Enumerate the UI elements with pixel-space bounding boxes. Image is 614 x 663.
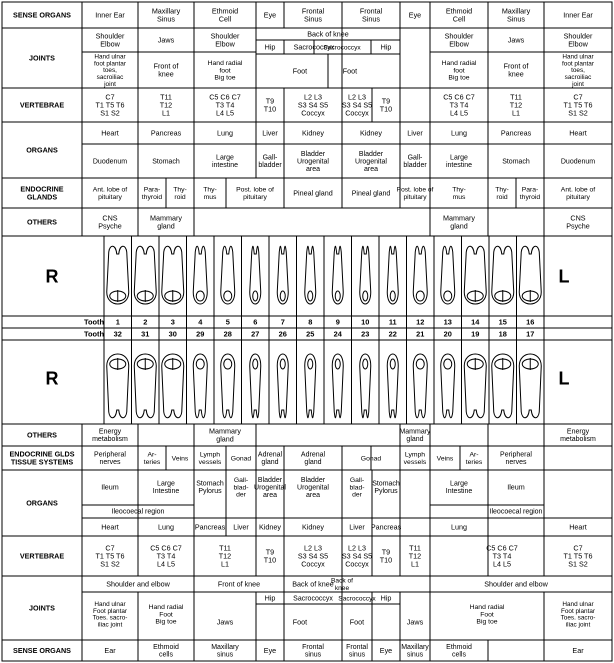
cell-label: Frontal Sinus — [301, 6, 325, 24]
cell-label: Ear — [104, 646, 116, 656]
cell-label: Kidney — [259, 522, 281, 532]
cell-label: Heart — [569, 522, 587, 532]
tooth-number: 7 — [280, 317, 285, 327]
upper-tooth-drawing — [387, 246, 398, 304]
cell-label: Back of knee — [292, 579, 334, 589]
upper-tooth-drawing — [305, 246, 316, 304]
upper-tooth-drawing — [441, 246, 455, 304]
cell-label: Post. lobe of pituitary — [396, 186, 434, 201]
cell-label: Peripheral nerves — [94, 451, 126, 467]
cell-label: Thy-mus — [452, 186, 466, 202]
cell-label: Pancreas — [370, 522, 402, 532]
cell-label: Ar-teries — [143, 451, 161, 467]
cell-label: Lung — [158, 522, 174, 532]
tooth-number: 19 — [471, 329, 480, 339]
cell-label: Gonad — [360, 455, 382, 463]
cell-label: Hand radial Foot Big toe — [469, 604, 505, 626]
cell-label: T11 T12 L1 — [218, 543, 232, 569]
tooth-row-label: Tooth — [84, 329, 104, 339]
tooth-number: 15 — [498, 317, 507, 327]
lower-tooth-drawing — [332, 354, 343, 418]
tooth-number: 18 — [498, 329, 507, 339]
side-label-right: R — [45, 368, 59, 389]
cell-label: Stomach — [502, 158, 530, 166]
cell-label: Ant. lobe of pituitary — [92, 186, 128, 202]
cell-label: Thy-roid — [173, 186, 187, 202]
cell-label: Adrenal gland — [257, 451, 283, 467]
cell-label: Heart — [569, 128, 587, 138]
cell-label: Sacrococcyx — [293, 595, 333, 603]
row-title: VERTEBRAE — [19, 551, 65, 561]
lower-tooth-drawing — [107, 354, 129, 418]
cell-label: Frontal sinus — [302, 644, 324, 659]
cell-label: Sacrococcyx — [293, 42, 335, 52]
cell-label: Para-thyroid — [141, 186, 163, 202]
cell-label: Pancreas — [500, 128, 532, 138]
tooth-number: 2 — [143, 317, 148, 327]
cell-label: Mammary gland — [399, 428, 431, 444]
side-label-left: L — [558, 266, 570, 287]
tooth-number: 10 — [361, 317, 370, 327]
cell-label: Sacrococcyx — [338, 595, 376, 603]
cell-label: Large intestine — [445, 154, 473, 170]
tooth-number: 3 — [170, 317, 175, 327]
cell-label: Hand ulnar Foot plantar Toes. sacro-iliac joint — [560, 600, 596, 629]
chart-labels — [9, 7, 596, 659]
cell-label: Bladder Urogenital area — [297, 150, 329, 174]
tooth-number: 4 — [198, 317, 203, 327]
tooth-number: 20 — [443, 329, 452, 339]
cell-label: Ethmoid Cell — [445, 6, 473, 24]
upper-tooth-drawing — [193, 246, 207, 304]
lower-tooth-drawing — [360, 354, 371, 418]
tooth-number: 13 — [443, 317, 452, 327]
cell-label: Hand ulnar foot plantar toes, sacroiliac joint — [94, 53, 126, 89]
cell-label: Hip — [380, 593, 392, 603]
lower-tooth-drawing — [193, 354, 207, 418]
cell-label: Thy-mus — [203, 186, 217, 202]
cell-label: C7 T1 T5 T6 S1 S2 — [563, 543, 593, 569]
lower-tooth-drawing — [492, 354, 514, 418]
cell-label: Ar-teries — [465, 451, 483, 467]
lower-tooth-drawing — [162, 354, 184, 418]
cell-label: Shoulder and elbow — [484, 579, 548, 589]
tooth-number: 1 — [115, 317, 120, 327]
cell-label: Pancreas — [150, 128, 182, 138]
cell-label: Pancreas — [194, 522, 226, 532]
tooth-number: 8 — [308, 317, 313, 327]
cell-label: Hand radial foot Big toe — [207, 60, 243, 82]
cell-label: Peripheral nerves — [500, 451, 532, 467]
cell-label: Foot — [349, 617, 365, 627]
tooth-number: 14 — [471, 317, 480, 327]
cell-label: Duodenum — [560, 158, 596, 166]
cell-label: Maxillary sinus — [211, 644, 239, 659]
cell-label: C5 C6 C7 T3 T4 L4 L5 — [443, 92, 475, 118]
upper-tooth-drawing — [492, 246, 514, 304]
tooth-number: 6 — [253, 317, 258, 327]
row-title: JOINTS — [29, 603, 55, 613]
cell-label: Lung — [451, 522, 467, 532]
cell-label: Frontal sinus — [346, 644, 368, 659]
cell-label: Gall-bladder — [403, 154, 427, 170]
tooth-number: 21 — [416, 329, 425, 339]
cell-label: Large Intestine — [152, 480, 180, 496]
cell-label: Eye — [263, 10, 277, 20]
lower-tooth-drawing — [413, 354, 427, 418]
cell-label: T9 T10 — [379, 547, 393, 565]
cell-label: Energy metabolism — [92, 428, 128, 444]
cell-label: Maxillary sinus — [401, 644, 429, 659]
cell-label: Shoulder Elbow — [563, 31, 593, 49]
tooth-number: 5 — [225, 317, 230, 327]
tooth-number: 16 — [526, 317, 535, 327]
upper-tooth-drawing — [134, 246, 156, 304]
cell-label: Foot — [342, 66, 358, 76]
cell-label: Ethmoid Cell — [211, 6, 239, 24]
row-title: SENSE ORGANS — [13, 646, 71, 656]
tooth-number: 27 — [251, 329, 260, 339]
cell-label: Front of knee — [217, 579, 261, 589]
cell-label: Hand ulnar foot plantar toes, sacroiliac joint — [562, 53, 594, 89]
cell-label: Liver — [349, 522, 365, 532]
upper-tooth-drawing — [277, 246, 288, 304]
cell-label: Eye — [263, 646, 277, 656]
cell-label: Jaws — [507, 35, 525, 45]
tooth-number: 23 — [361, 329, 370, 339]
cell-label: Back of knee — [307, 29, 349, 39]
cell-label: Liver — [407, 128, 423, 138]
cell-label: Jaws — [216, 617, 234, 627]
tooth-number: 11 — [388, 317, 397, 327]
row-title: VERTEBRAE — [19, 100, 65, 110]
cell-label: Shoulder Elbow — [444, 31, 474, 49]
lower-tooth-drawing — [441, 354, 455, 418]
row-title: OTHERS — [27, 217, 57, 227]
cell-label: T11 T12 L1 — [408, 543, 422, 569]
upper-tooth-drawing — [250, 246, 261, 304]
cell-label: Mammary gland — [443, 213, 475, 231]
cell-label: Front of knee — [503, 61, 529, 79]
cell-label: Stomach Pylorus — [372, 480, 400, 496]
cell-label: L2 L3 S3 S4 S5 Coccyx — [297, 543, 329, 569]
lower-tooth-drawing — [221, 354, 235, 418]
cell-label: Bladder Urogenital area — [355, 150, 387, 174]
cell-label: Lymph vessels — [198, 451, 222, 467]
cell-label: Ethmoid cells — [446, 644, 472, 659]
upper-tooth-drawing — [360, 246, 371, 304]
tooth-number: 28 — [223, 329, 232, 339]
cell-label: Hip — [264, 593, 276, 603]
lower-tooth-drawing — [519, 354, 541, 418]
tooth-number: 30 — [168, 329, 177, 339]
cell-label: Ileocoecal region — [111, 508, 165, 516]
cell-label: Gall-bladder — [258, 154, 282, 170]
cell-label: Lung — [451, 128, 467, 138]
tooth-number: 24 — [333, 329, 342, 339]
row-title: SENSE ORGANS — [13, 10, 71, 20]
cell-label: Gall-blad-der — [349, 477, 365, 499]
upper-tooth-drawing — [413, 246, 427, 304]
cell-label: Shoulder and elbow — [106, 579, 170, 589]
tooth-number: 26 — [278, 329, 287, 339]
cell-label: Ileum — [507, 482, 525, 492]
row-title: ORGANS — [26, 145, 58, 155]
cell-label: Maxillary Sinus — [501, 6, 531, 24]
cell-label: Jaws — [157, 35, 175, 45]
cell-label: CNS Psyche — [566, 213, 590, 231]
cell-label: Veins — [436, 455, 454, 463]
row-title: OTHERS — [27, 430, 57, 440]
cell-label: C5 C6 C7 T3 T4 L4 L5 — [150, 543, 182, 569]
tooth-number: 32 — [113, 329, 122, 339]
cell-label: T9 T10 — [263, 96, 277, 114]
cell-label: L2 L3 S3 S4 S5 Coccyx — [341, 92, 373, 118]
cell-label: Energy metabolism — [560, 428, 596, 444]
cell-label: CNS Psyche — [98, 213, 122, 231]
cell-label: Bladder Urogenital area — [297, 476, 329, 500]
cell-label: Ethmoid cells — [153, 644, 179, 659]
cell-label: Kidney — [360, 128, 382, 138]
row-title: ENDOCRINE GLANDS — [20, 184, 64, 202]
lower-tooth-drawing — [387, 354, 398, 418]
cell-label: Mammary gland — [150, 213, 182, 231]
cell-label: C7 T1 T5 T6 S1 S2 — [95, 543, 125, 569]
cell-label: Post. lobe of pituitary — [236, 186, 274, 202]
lower-tooth-drawing — [305, 354, 316, 418]
cell-label: Back of knee — [331, 577, 353, 592]
tooth-row-label: Tooth — [84, 317, 104, 327]
cell-label: Thy-roid — [495, 186, 509, 202]
lower-tooth-drawing — [277, 354, 288, 418]
side-label-left: L — [558, 368, 570, 389]
cell-label: L2 L3 S3 S4 S5 Coccyx — [297, 92, 329, 118]
cell-label: Foot — [292, 66, 308, 76]
cell-label: Shoulder Elbow — [95, 31, 125, 49]
cell-label: C5 C6 C7 T3 T4 L4 L5 — [209, 92, 241, 118]
cell-label: Stomach Pylorus — [196, 480, 224, 496]
cell-label: T9 T10 — [263, 547, 277, 565]
cell-label: Hand radial foot Big toe — [441, 60, 477, 82]
cell-label: Inner Ear — [95, 10, 125, 20]
cell-label: Jaws — [406, 617, 424, 627]
cell-label: Adrenal gland — [300, 451, 326, 467]
lower-tooth-drawing — [250, 354, 261, 418]
upper-tooth-drawing — [519, 246, 541, 304]
cell-label: Gall-blad-der — [233, 477, 249, 499]
cell-label: Mammary gland — [209, 426, 241, 444]
cell-label: Front of knee — [153, 61, 179, 79]
cell-label: Para-thyroid — [519, 186, 541, 202]
cell-label: Hip — [380, 42, 392, 52]
cell-label: Kidney — [302, 522, 324, 532]
tooth-number: 12 — [416, 317, 425, 327]
cell-label: T11 T12 L1 — [159, 92, 173, 118]
cell-label: Bladder Urogenital area — [254, 476, 286, 500]
upper-tooth-drawing — [221, 246, 235, 304]
tooth-number: 22 — [388, 329, 397, 339]
cell-label: T11 T12 L1 — [509, 92, 523, 118]
cell-label: Lung — [217, 128, 233, 138]
lower-tooth-drawing — [134, 354, 156, 418]
cell-label: Shoulder Elbow — [210, 31, 240, 49]
upper-tooth-drawing — [332, 246, 343, 304]
cell-label: Hip — [264, 42, 276, 52]
cell-label: Kidney — [302, 128, 324, 138]
row-title: JOINTS — [29, 53, 55, 63]
upper-tooth-drawing — [107, 246, 129, 304]
cell-label: C7 T1 T5 T6 S1 S2 — [563, 92, 593, 118]
cell-label: L2 L3 S3 S4 S5 Coccyx — [341, 543, 373, 569]
cell-label: Eye — [408, 10, 422, 20]
upper-tooth-drawing — [464, 246, 486, 304]
cell-label: Lymph vessels — [403, 451, 427, 467]
row-title: ENDOCRINE GLDS TISSUE SYSTEMS — [9, 449, 75, 467]
cell-label: Liver — [233, 522, 249, 532]
cell-label: Ant. lobe of pituitary — [560, 186, 596, 202]
cell-label: Heart — [101, 522, 119, 532]
cell-label: Ileum — [101, 482, 119, 492]
cell-label: Inner Ear — [563, 10, 593, 20]
cell-label: Stomach — [152, 158, 180, 166]
row-title: ORGANS — [26, 498, 58, 508]
cell-label: Hand radial Foot Big toe — [148, 604, 184, 626]
cell-label: T9 T10 — [379, 96, 393, 114]
cell-label: Heart — [101, 128, 119, 138]
cell-label: C5 C6 C7 T3 T4 L4 L5 — [486, 543, 518, 569]
cell-label: Maxillary Sinus — [151, 6, 181, 24]
cell-label: Ileocoecal region — [489, 508, 543, 516]
tooth-number: 17 — [526, 329, 535, 339]
cell-label: Eye — [379, 646, 393, 656]
cell-label: Ear — [572, 646, 584, 656]
cell-label: Pineal gland — [351, 190, 391, 198]
cell-label: Duodenum — [92, 158, 128, 166]
cell-label: C7 T1 T5 T6 S1 S2 — [95, 92, 125, 118]
cell-label: Pineal gland — [293, 188, 333, 198]
cell-label: Sacrococcyx — [323, 44, 361, 52]
tooth-number: 25 — [306, 329, 315, 339]
cell-label: Gonad — [230, 455, 252, 463]
cell-label: Hand ulnar Foot plantar Toes. sacro-iliac joint — [92, 600, 128, 629]
cell-label: Large intestine — [211, 154, 239, 170]
side-label-right: R — [45, 266, 59, 287]
lower-tooth-drawing — [464, 354, 486, 418]
cell-label: Liver — [262, 128, 278, 138]
tooth-number: 31 — [141, 329, 150, 339]
tooth-number: 29 — [196, 329, 205, 339]
cell-label: Frontal Sinus — [359, 6, 383, 24]
tooth-number: 9 — [335, 317, 340, 327]
upper-tooth-drawing — [162, 246, 184, 304]
cell-label: Veins — [171, 455, 189, 463]
cell-label: Foot — [292, 617, 308, 627]
cell-label: Large Intestine — [445, 480, 473, 496]
